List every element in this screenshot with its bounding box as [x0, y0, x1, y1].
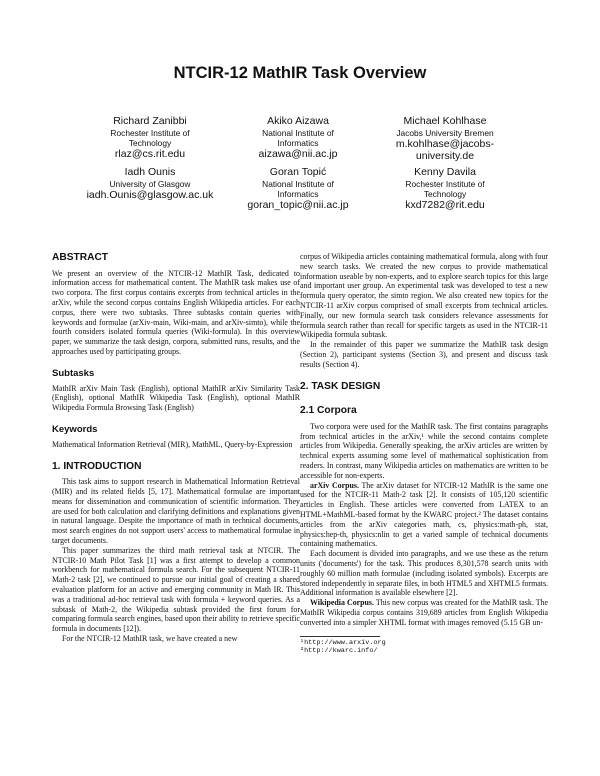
task-design-heading: 2. TASK DESIGN [300, 380, 381, 392]
author-affiliation: Rochester Institute of Technology [405, 178, 485, 199]
author-name: Akiko Aizawa [267, 115, 329, 127]
author-block [213, 166, 383, 211]
introduction-heading: 1. INTRODUCTION [52, 460, 142, 472]
author-email: kxd7282@rit.edu [405, 198, 485, 211]
subtasks-heading: Subtasks [52, 367, 95, 379]
author-affiliation: National Institute of Informatics [262, 178, 334, 199]
arxiv-corpus-text: The arXiv dataset for NTCIR-12 MathIR is the same one used for the NTCIR-11 Math-2 task [2]. It consists of 105,120 scientific articles in English. These articles were converted from LATEX to an HTML+MathML-based format by the KWARC project.² The dataset contains articles from the arXiv categories math, cs, physics:math-ph, stat, physics:hep-th, physics:nlin to get a varied sample of technical documents containing mathematics. [300, 480, 548, 549]
footnote-rule [300, 636, 380, 637]
author-affiliation: Rochester Institute of Technology [110, 127, 190, 148]
right-column [300, 252, 548, 656]
author-email: goran_topic@nii.ac.jp [247, 198, 349, 211]
keywords-heading: Keywords [52, 423, 98, 435]
author-email: aizawa@nii.ac.jp [258, 147, 338, 160]
subtasks-text: MathIR arXiv Main Task (English), optional MathIR arXiv Similarity Task (English), optional MathIR Wikipedia Task (English), optional MathIR Wikipedia Formula Browsing Task (English) [52, 383, 300, 413]
author-email: iadh.Ounis@glasgow.ac.uk [86, 188, 214, 201]
author-block [65, 115, 235, 160]
author-affiliation: Jacobs University Bremen [396, 127, 494, 138]
intro-paragraph: In the remainder of this paper we summarize the MathIR task design (Section 2), participant systems (Section 3), and present and discuss task results (Section 4). [300, 340, 548, 369]
corpora-heading: 2.1 Corpora [300, 405, 357, 417]
author-name: Kenny Davila [414, 166, 476, 178]
author-block [360, 166, 530, 211]
arxiv-corpus-paragraph [300, 481, 548, 550]
wikipedia-corpus-lead: Wikipedia Corpus. [310, 598, 374, 608]
author-block [213, 115, 383, 160]
intro-paragraph: This task aims to support research in Mathematical Information Retrieval (MIR) and its related fields [5, 17]. Mathematical formulae are important means for dissemination and communication of scientific information. They are used for both calculation and clarifying definitions and explanations given in natural language. Despite the importance of math in technical documents, most search engines do not support users' access to mathematical formulae in target documents. [52, 477, 300, 545]
intro-continuation: corpus of Wikipedia articles containing mathematical formula, along with four new search tasks. We created the new corpus to provide mathematical information useable by non-experts, and to explore search topics for this large and important user group. An experimental task was developed to test a new formula query operator, the simto region. We also created new topics for the NTCIR-11 arXiv corpus comprised of small excerpts from technical articles. Finally, our new formula search task considers relevance assessments for formula search rather than recall for specific targets as used in the NTCIR-11 Wikipedia formula subtask. [300, 252, 549, 340]
intro-paragraph: For the NTCIR-12 MathIR task, we have created a new [62, 633, 238, 643]
footnote-link[interactable]: ¹http://www.arxiv.org [300, 638, 386, 647]
corpora-paragraph: Two corpora were used for the MathIR task. The first contains paragraphs from technical articles in the arXiv,¹ while the second contains complete articles from Wikipedia. Generally speaking, the arXiv articles are written by technical experts assuming some level of mathematical sophistication from readers. In contrast, many Wikipedia articles on mathematics are written to be accessible for non-experts. [300, 421, 548, 480]
author-block [360, 115, 530, 163]
author-affiliation: National Institute of Informatics [262, 127, 334, 148]
author-affiliation: University of Glasgow [109, 178, 191, 189]
author-email: rlaz@cs.rit.edu [114, 147, 186, 160]
author-email: m.kohlhase@jacobs-university.de [395, 137, 495, 163]
footnote-link[interactable]: ²http://kwarc.info/ [300, 647, 378, 656]
keywords-text: Mathematical Information Retrieval (MIR), MathML, Query-by-Expression [52, 439, 293, 449]
intro-paragraph: This paper summarizes the third math retrieval task at NTCIR. The NTCIR-10 Math Pilot Task [1] was a first attempt to develop a common workbench for mathematical formula search. For the subsequent NTCIR-11 Math-2 task [2], we continued to pursue our initial goal of creating a shared evaluation platform for an active and emerging community in Math IR. This was a traditional ad-hoc retrieval task with formula + keyword queries. As a subtask of Math-2, the Wikipedia subtask provided the first forum for comparing formula search engines, based upon their ability to retrieve specific formula in documents [12]). [52, 545, 300, 634]
left-column [52, 252, 300, 644]
wikipedia-corpus-paragraph [300, 598, 548, 627]
paper-title: NTCIR-12 MathIR Task Overview [173, 64, 427, 82]
author-name: Iadh Ounis [124, 166, 176, 178]
abstract-text: We present an overview of the NTCIR-12 MathIR Task, dedicated to information access for mathematical content. The MathIR task makes use of two corpora. The first corpus contains excerpts from technical articles in the arXiv, while the second corpus contains English Wikipedia articles. For each corpus, there were two subtasks. Three subtasks contain queries with keywords and formulae (arXiv-main, Wiki-main, and arXiv-simto), while the fourth considers isolated formula queries (Wiki-formula). In this overview paper, we summarize the task design, corpora, submitted runs, results, and the approaches used by participating groups. [52, 268, 300, 357]
author-name: Richard Zanibbi [113, 115, 187, 127]
wikipedia-corpus-text: This new corpus was created for the MathIR task. The MathIR Wikipedia corpus contains 319,689 articles from English Wikipedia converted into a simpler XHTML format with images removed (5.15 GB un- [300, 598, 548, 627]
author-block [65, 166, 235, 201]
corpora-paragraph: Each document is divided into paragraphs, and we use these as the return units ('documents') for the task. This produces 8,301,578 search units with roughly 60 million math formulae (including isolated symbols). Excerpts are stored independently in separate files, in both HTML5 and XHTML5 formats. Additional information is available elsewhere [2]. [300, 549, 548, 598]
arxiv-corpus-lead: arXiv Corpus. [310, 480, 359, 490]
author-name: Michael Kohlhase [403, 115, 487, 127]
author-name: Goran Topić [269, 166, 327, 178]
abstract-heading: ABSTRACT [52, 252, 109, 263]
